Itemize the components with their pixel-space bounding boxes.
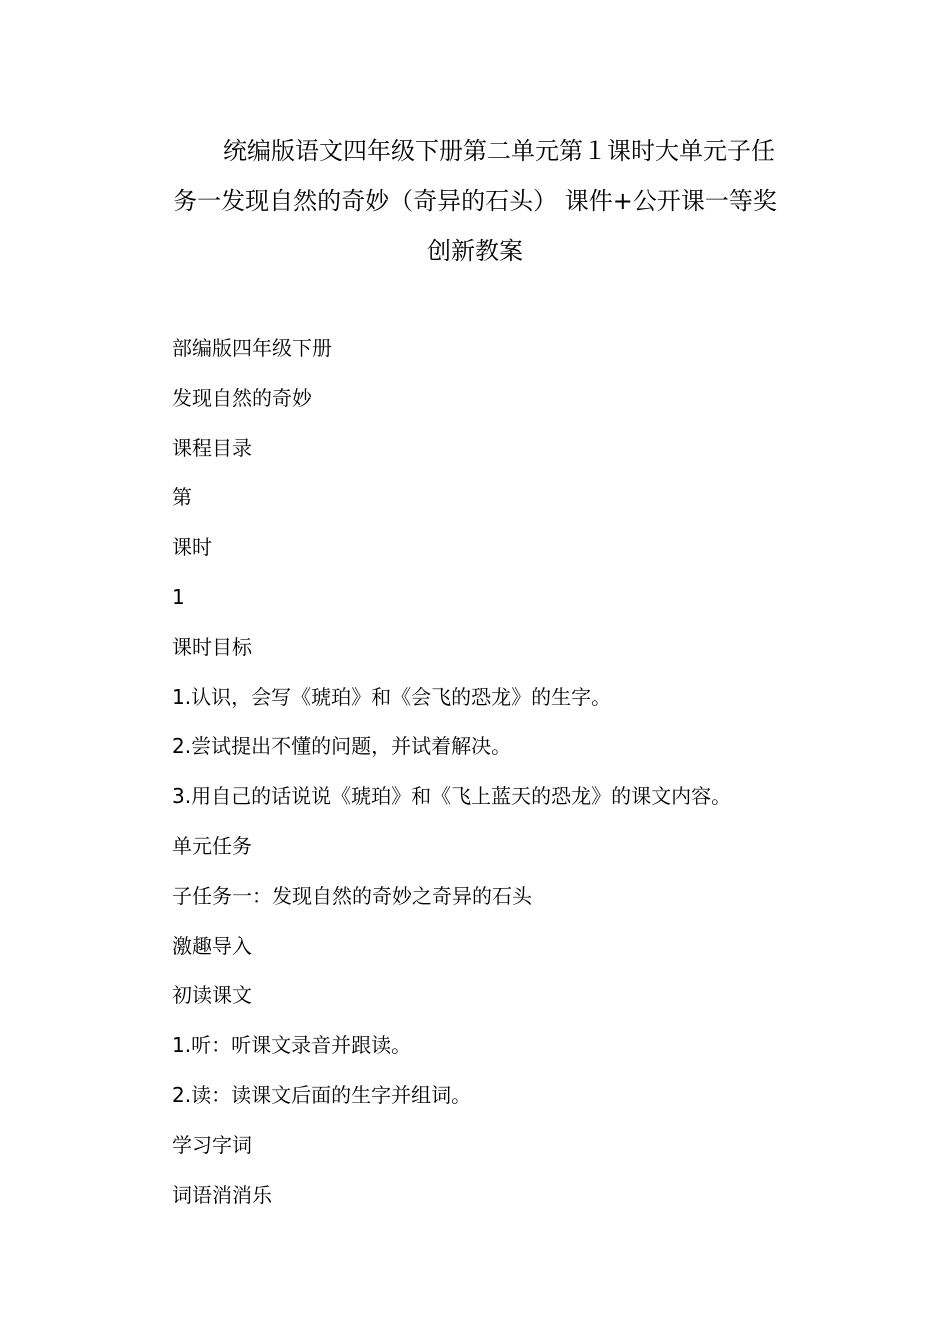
text-line: 词语消消乐 [172, 1182, 272, 1207]
title-line: 统编版语文四年级下册第二单元第１课时大单元子任 [175, 137, 775, 165]
text-line: 1.认识，会写《琥珀》和《会飞的恐龙》的生字。 [172, 684, 612, 709]
text-line: 课程目录 [172, 435, 252, 460]
text-line: 发现自然的奇妙 [172, 385, 312, 410]
text-line: 2.尝试提出不懂的问题，并试着解决。 [172, 734, 512, 759]
text-line: 初读课文 [172, 983, 252, 1008]
text-line: 3.用自己的话说说《琥珀》和《飞上蓝天的恐龙》的课文内容。 [172, 784, 732, 809]
title-line: 务一发现自然的奇妙（奇异的石头） 课件+公开课一等奖 [173, 187, 777, 215]
text-line: 学习字词 [172, 1132, 252, 1157]
text-line: 课时目标 [172, 634, 252, 659]
text-line: 激趣导入 [172, 933, 252, 958]
text-line: 1 [172, 584, 185, 609]
document-body [172, 324, 872, 1220]
text-line: 课时 [172, 535, 212, 560]
text-line: 2.读：读课文后面的生字并组词。 [172, 1082, 472, 1107]
text-line: 单元任务 [172, 833, 252, 858]
text-line: 部编版四年级下册 [172, 336, 332, 360]
document-title [150, 126, 800, 276]
text-line: 1.听：听课文录音并跟读。 [172, 1033, 412, 1058]
title-line: 创新教案 [427, 237, 523, 265]
text-line: 子任务一：发现自然的奇妙之奇异的石头 [172, 883, 532, 908]
text-line: 第 [172, 485, 192, 510]
